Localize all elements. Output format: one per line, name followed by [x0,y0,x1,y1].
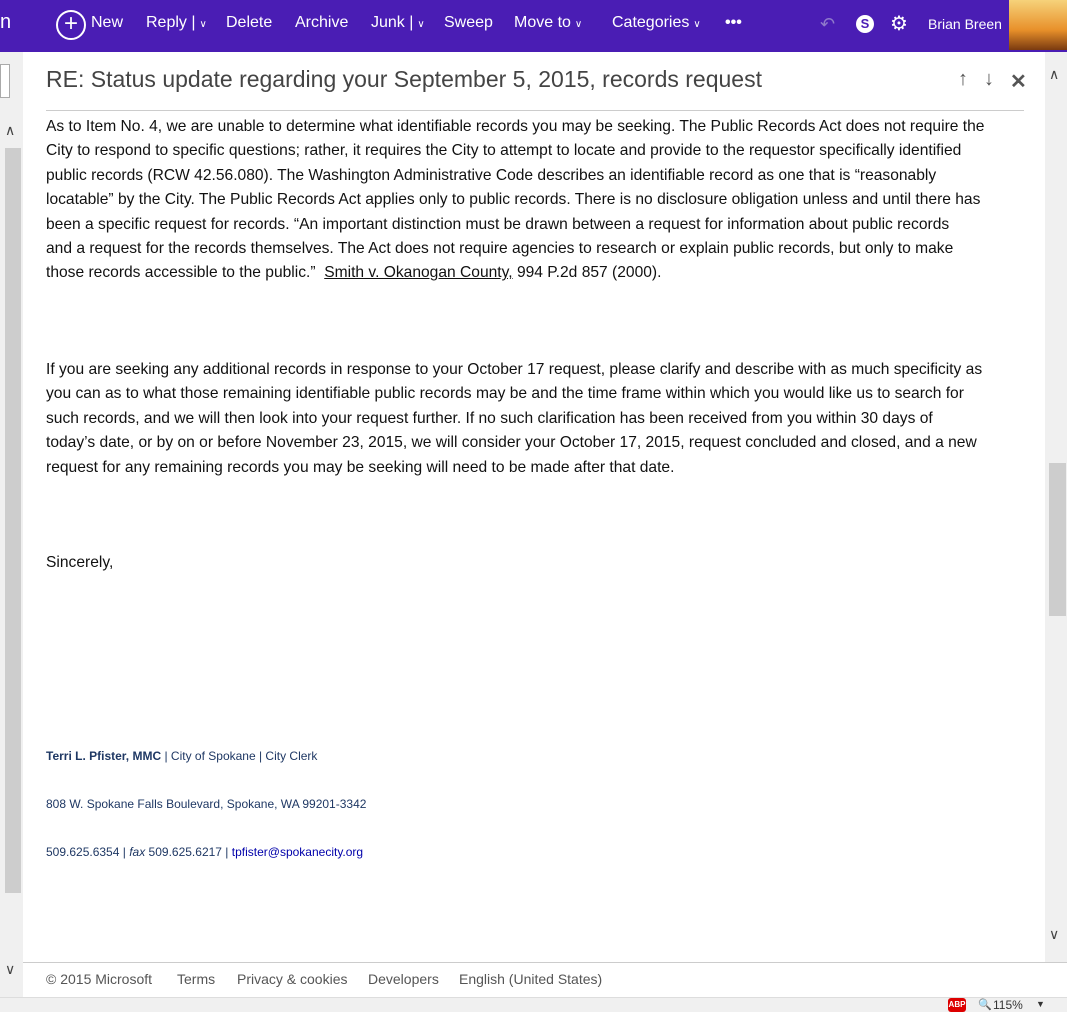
next-message-icon[interactable]: ↓ [984,68,994,90]
case-citation: Smith v. Okanogan County, [324,264,513,282]
text: those records accessible to the public.” [46,264,325,282]
footer [23,962,1067,997]
zoom-level[interactable]: 115% [993,998,1023,1012]
reply-button[interactable]: Reply | ∨ [146,14,207,31]
text-line: If you are seeking any additional records in response to your October 17 request, please clarify and describe with as much specificity as [46,361,983,378]
signature-org: | City of Spokane | City Clerk [161,749,318,763]
signature-name: Terri L. Pfister, MMC [46,749,162,763]
app-name-partial[interactable]: n [0,11,12,33]
language-link[interactable]: English (United States) [459,971,603,987]
text-line: been a specific request for records. “An important distinction must be drawn between a request for information about public records [46,215,950,233]
chevron-down-icon[interactable]: ∨ [417,19,425,30]
undo-icon[interactable]: ↶ [820,14,836,34]
delete-button[interactable]: Delete [226,14,273,31]
skype-icon[interactable]: S [856,15,874,33]
collapsed-pane-edge [0,64,10,98]
terms-link[interactable]: Terms [177,971,216,987]
privacy-link[interactable]: Privacy & cookies [237,971,348,987]
new-plus-icon[interactable]: + [56,10,86,40]
previous-message-icon[interactable]: ↑ [958,68,968,90]
paragraph-item-4 [46,115,984,286]
reply-label: Reply [146,14,187,31]
signature-name-line [46,749,317,763]
signature-contact [46,845,363,859]
text-line: today’s date, or by on or before November 23, 2015, we will consider your October 17, 2015, request concluded and closed, and a new [46,434,977,452]
text-line: As to Item No. 4, we are unable to determine what identifiable records you may be seeking. The Public Records Act does not require the [46,118,985,135]
toolbar [0,0,1067,52]
categories-label: Categories [612,14,690,31]
phone: 509.625.6354 | [46,845,130,859]
text-line: City to respond to specific questions; rather, it requires the City to attempt to locate and provide to the requestor specifically identified [46,142,962,160]
fax-label: fax [129,845,146,859]
archive-button[interactable]: Archive [295,14,349,31]
scroll-down-icon[interactable]: ∨ [5,961,16,977]
scrollbar-thumb[interactable] [5,148,21,893]
text-line: such records, and we will then look into your request further. If no such clarification has been received from you within 30 days of [46,409,933,427]
text-line: and a request for the records themselves. The Act does not require agencies to research or explain public records, but only to make [46,240,954,258]
close-icon[interactable]: ✕ [1010,71,1027,93]
text-line: locatable” by the City. The Public Records Act applies only to public records. There is no disclosure obligation unless and until there has [46,191,981,209]
chevron-down-icon[interactable]: ∨ [199,19,207,30]
text-line: request for any remaining records you may be seeking will need to be made after that date. [46,458,675,476]
chevron-down-icon: ∨ [693,19,701,30]
sweep-button[interactable]: Sweep [444,14,493,31]
divider [46,110,1024,111]
junk-label: Junk [371,14,405,31]
scrollbar-thumb[interactable] [1049,463,1066,616]
gear-icon[interactable]: ⚙ [890,13,908,35]
paragraph-clarification [46,358,982,480]
scroll-up-icon[interactable]: ∧ [1049,66,1060,82]
text-line: you can as to what those remaining identifiable public records may be and the time frame within which you would like us to search for [46,385,964,403]
move-to-button[interactable] [514,14,582,32]
zoom-dropdown-icon[interactable]: ▼ [1036,999,1045,1009]
text-line: public records (RCW 42.56.080). The Washington Administrative Code describes an identifiable record as one that is “reasonably [46,166,937,184]
email-link[interactable]: tpfister@spokanecity.org [231,845,364,859]
move-to-label: Move to [514,14,571,31]
user-name[interactable]: Brian Breen [928,16,1002,32]
junk-button[interactable]: Junk | ∨ [371,14,425,31]
adblock-icon[interactable]: ABP [948,998,966,1012]
developers-link[interactable]: Developers [368,971,439,987]
zoom-icon[interactable]: 🔍 [978,999,992,1011]
fax: 509.625.6217 | [145,845,232,859]
new-button[interactable]: New [91,14,124,31]
text: 994 P.2d 857 (2000). [512,264,662,282]
browser-status-bar [0,997,1067,1012]
scroll-up-icon[interactable]: ∧ [5,122,16,138]
scroll-down-icon[interactable]: ∨ [1049,926,1060,942]
signature-address: 808 W. Spokane Falls Boulevard, Spokane, WA 99201-3342 [46,797,367,811]
categories-button[interactable] [612,14,701,32]
closing: Sincerely, [46,554,114,571]
text-line [46,261,984,285]
avatar[interactable] [1009,0,1067,50]
more-button[interactable]: ••• [725,14,742,31]
chevron-down-icon: ∨ [574,19,583,30]
message-subject: RE: Status update regarding your September 5, 2015, records request [46,66,762,92]
copyright: © 2015 Microsoft [46,971,153,987]
